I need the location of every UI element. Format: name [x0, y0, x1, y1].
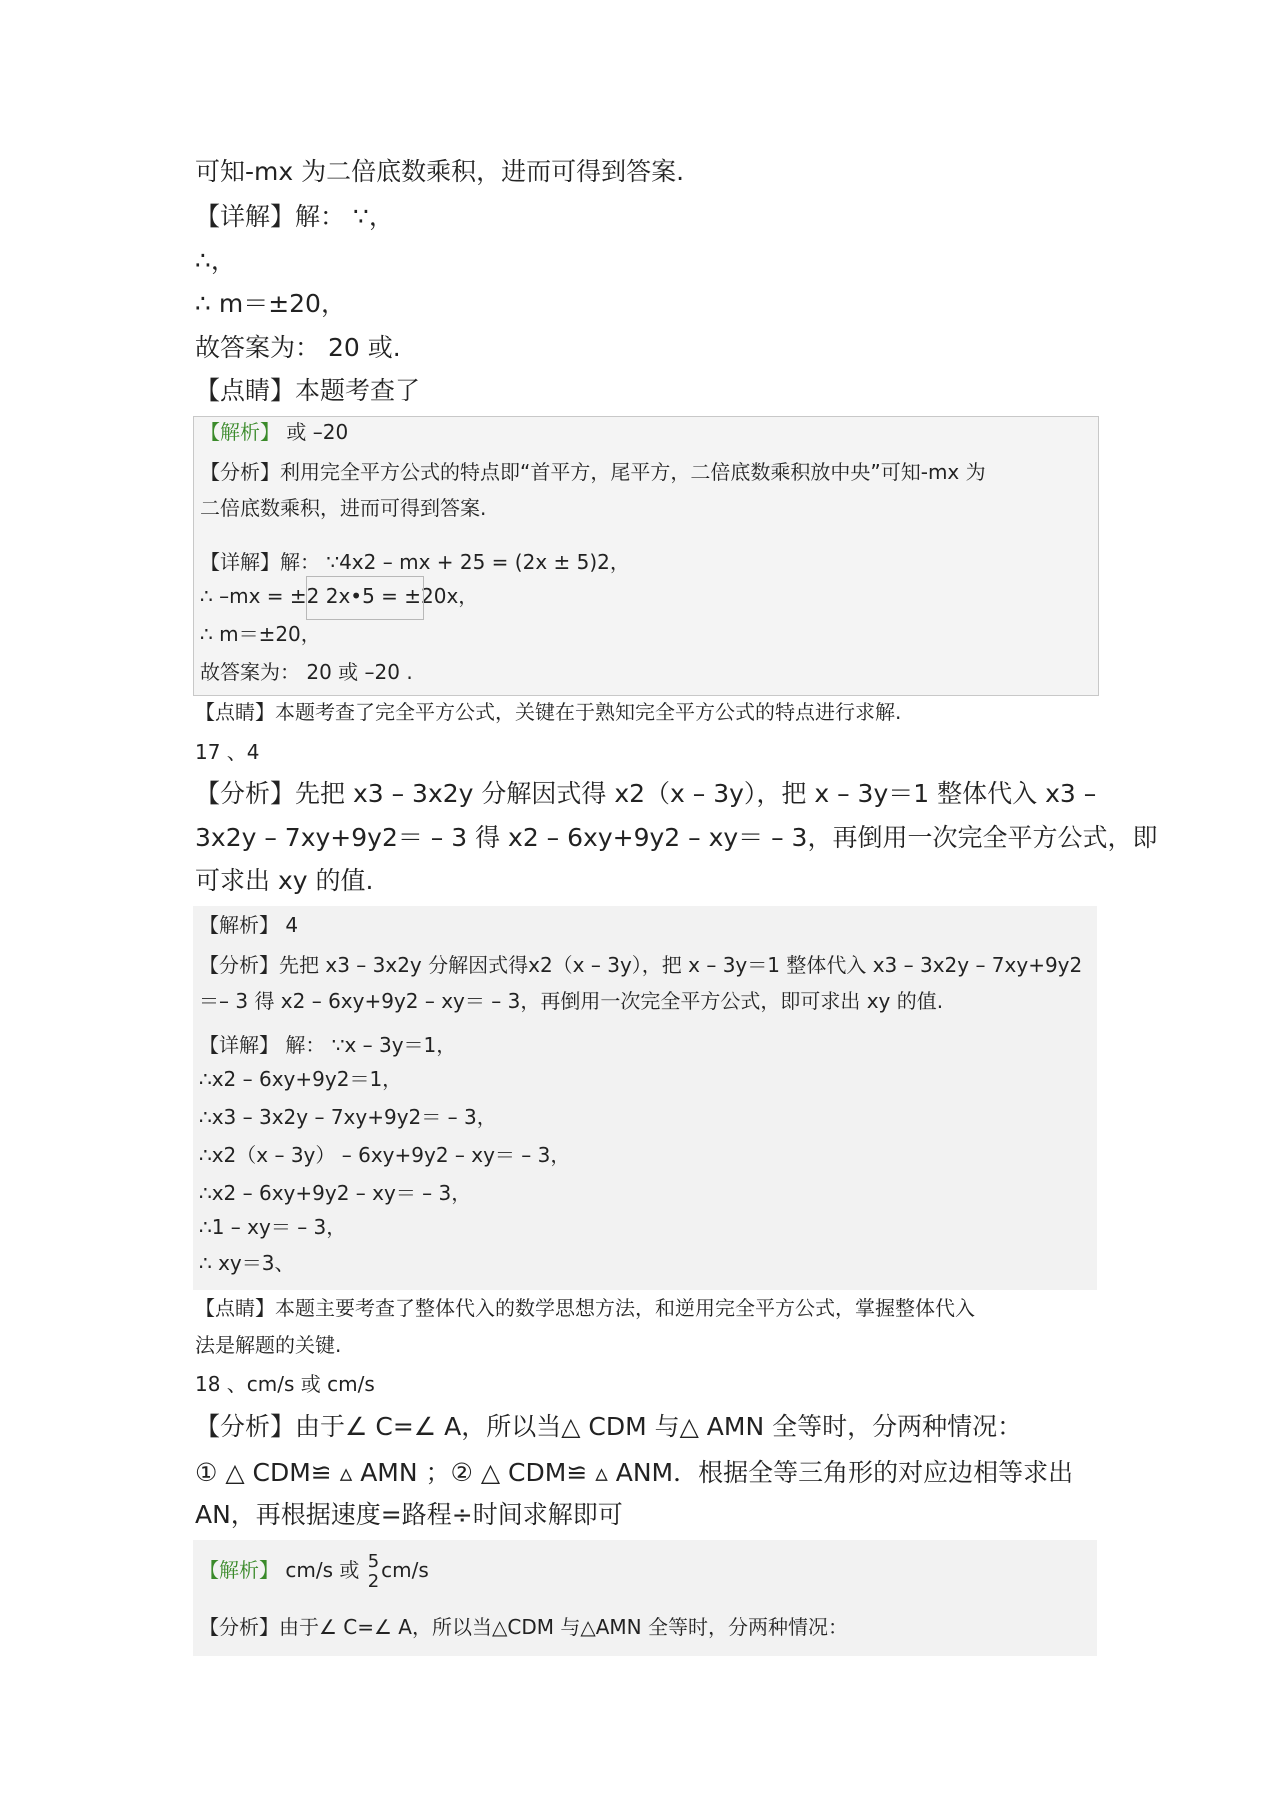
fraction-numerator: 5: [367, 1550, 380, 1572]
panel-line: ∴ –mx = ±2 2x•5 = ±20x，: [200, 584, 479, 608]
panel-line: 【分析】先把 x3 – 3x2y 分解因式得x2（x – 3y），把 x – 3y＝1 整体代入 x3 – 3x2y – 7xy+9y2: [199, 953, 1083, 977]
analysis-tag: 【解析】: [199, 1558, 279, 1582]
text-line: 17 、4: [195, 740, 260, 764]
text-line: ∴ m＝±20，: [195, 289, 346, 318]
text-line: ∴，: [195, 246, 236, 275]
text-line: 法是解题的关键.: [195, 1333, 342, 1357]
panel-line: ∴ xy＝3、: [199, 1251, 295, 1275]
panel-line: ∴x3 – 3x2y – 7xy+9y2＝ – 3，: [199, 1105, 497, 1129]
text-line: 【点睛】本题考查了: [195, 376, 421, 405]
answer-value: 或 –20: [280, 420, 349, 444]
panel-line: ∴x2（x – 3y） – 6xy+9y2 – xy＝ – 3，: [199, 1143, 571, 1167]
panel-line: ∴x2 – 6xy+9y2＝1，: [199, 1067, 403, 1091]
panel-line: 【详解】 解： ∵x – 3y＝1，: [199, 1033, 457, 1057]
fraction-denominator: 2: [367, 1570, 380, 1592]
text-line: AN，再根据速度=路程÷时间求解即可: [195, 1500, 623, 1529]
analysis-tag: 【解析】: [200, 420, 280, 444]
panel-line: 【分析】利用完全平方公式的特点即“首平方，尾平方，二倍底数乘积放中央”可知-mx 为: [200, 460, 986, 484]
text-line: 18 、cm/s 或 cm/s: [195, 1372, 375, 1396]
panel-line: ∴ m＝±20，: [200, 622, 321, 646]
answer-unit: cm/s: [381, 1558, 429, 1582]
text-line: 可求出 xy 的值.: [195, 866, 374, 895]
panel-line: [200, 417, 348, 447]
panel-line: ＝– 3 得 x2 – 6xy+9y2 – xy＝ – 3，再倒用一次完全平方公式，即可求出 xy 的值.: [199, 989, 944, 1013]
text-line: 3x2y – 7xy+9y2＝ – 3 得 x2 – 6xy+9y2 – xy＝ – 3，再倒用一次完全平方公式，即: [195, 823, 1158, 852]
text-line: 可知-mx 为二倍底数乘积，进而可得到答案.: [195, 157, 685, 186]
panel-line: 【解析】 4: [199, 913, 299, 937]
panel-line: 故答案为： 20 或 –20 .: [200, 660, 413, 684]
answer-text: cm/s 或: [279, 1558, 360, 1582]
panel-line: ∴x2 – 6xy+9y2 – xy＝ – 3，: [199, 1181, 472, 1205]
text-line: 【分析】由于∠ C=∠ A，所以当△ CDM 与△ AMN 全等时，分两种情况：: [195, 1412, 1023, 1441]
text-line: 故答案为： 20 或.: [195, 333, 401, 362]
solution-panel: [193, 1540, 1097, 1656]
text-line: ① △ CDM≌ ▵ AMN ；② △ CDM≌ ▵ ANM．根据全等三角形的对应边相等求出: [195, 1458, 1074, 1487]
panel-line: 二倍底数乘积，进而可得到答案.: [200, 496, 487, 520]
solution-panel: [193, 906, 1097, 1290]
panel-line: ∴1 – xy＝ – 3，: [199, 1215, 347, 1239]
text-line: 【详解】解： ∵，: [195, 202, 394, 231]
text-line: 【点睛】本题主要考查了整体代入的数学思想方法，和逆用完全平方公式，掌握整体代入: [195, 1296, 975, 1320]
panel-line: [199, 1548, 429, 1592]
text-line: 【点睛】本题考查了完全平方公式，关键在于熟知完全平方公式的特点进行求解.: [195, 700, 902, 724]
panel-line: 【详解】解： ∵4x2 – mx + 25 = (2x ± 5)2，: [200, 550, 630, 574]
fraction: [368, 1552, 379, 1592]
solution-panel: [193, 416, 1099, 696]
formula-box: [306, 576, 424, 620]
panel-line: 【分析】由于∠ C=∠ A，所以当△CDM 与△AMN 全等时，分两种情况：: [199, 1615, 848, 1639]
text-line: 【分析】先把 x3 – 3x2y 分解因式得 x2（x – 3y），把 x – 3y＝1 整体代入 x3 –: [195, 779, 1097, 808]
